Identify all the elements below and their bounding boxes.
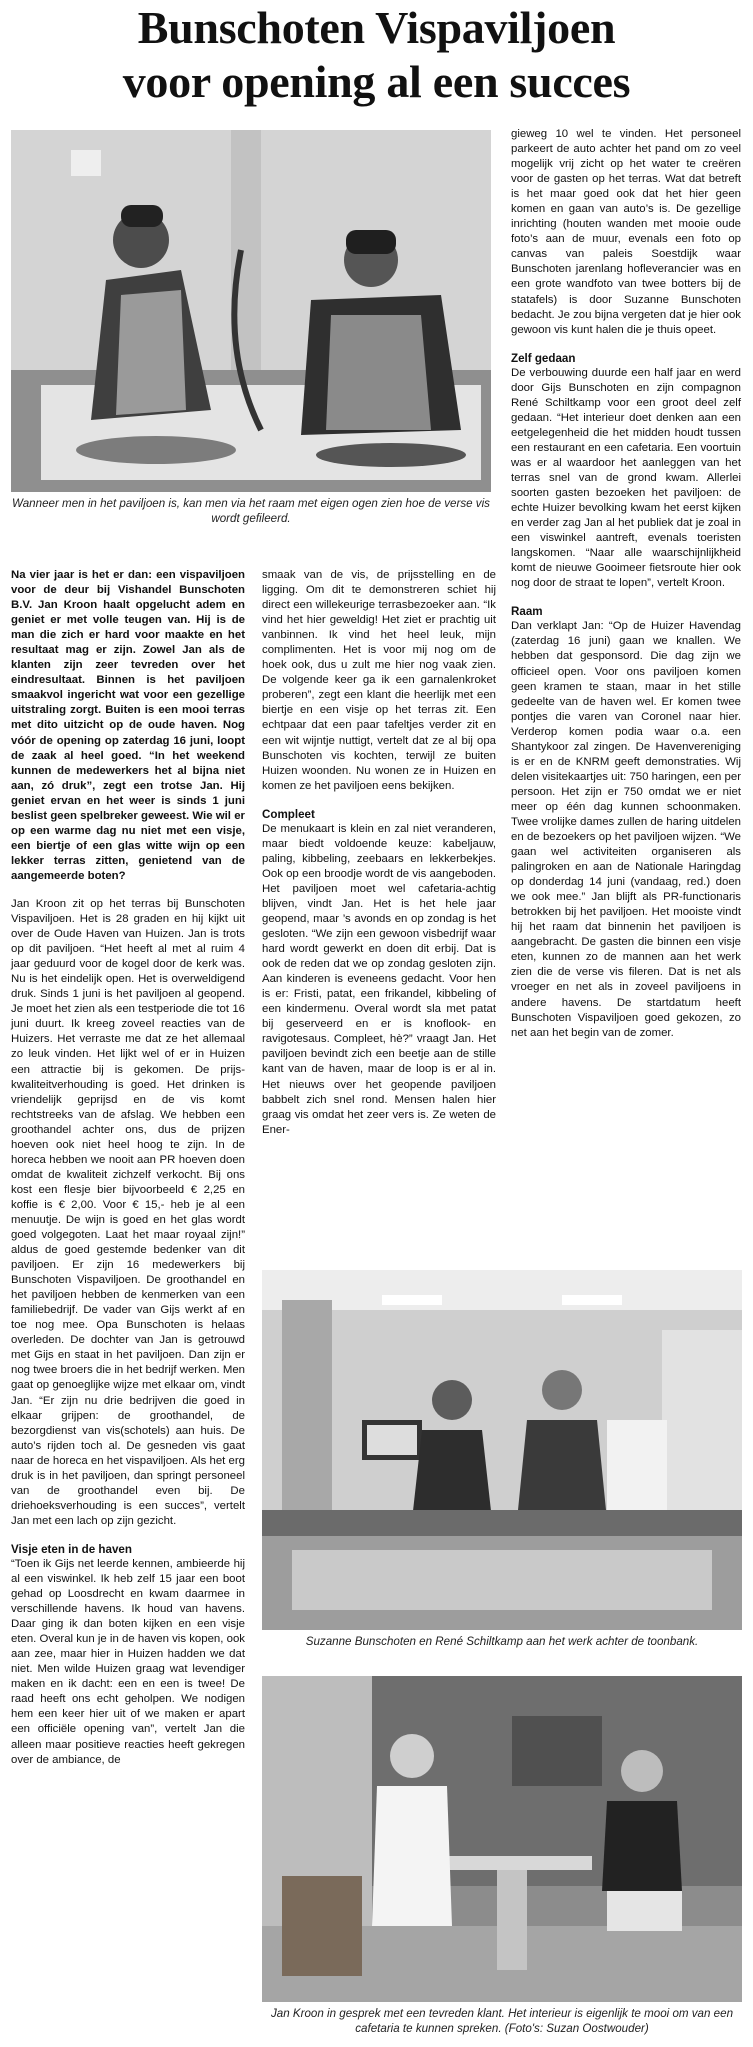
caption-bottom-photo: Jan Kroon in gesprek met een tevreden klant. Het interieur is eigenlijk te mooi om van een cafetaria te kunnen spreken. (Foto's: Suzan Oostwouder) <box>270 2007 734 2035</box>
headline-line-2: voor opening al een succes <box>122 56 631 107</box>
subheading-visje-eten: Visje eten in de haven <box>11 1542 132 1556</box>
col3-paragraph-3: Dan verklapt Jan: “Op de Huizer Havendag (zaterdag 16 juni) gaan we knallen. We hebben dat gesponsord. Die dag zijn we officieel open. Voor ons paviljoen komen geen kramen te staan, maar in het stille gedeelte van de haven wel. Er komen twee pontjes die varen van Coronel naar hier. Verderop komen podia waar o.a. een Shantykoor zal zingen. De Havenvereniging is er en de KNRM geeft demonstraties. Wij delen visitekaartjes uit: 750 haringen, een per persoon. Het zijn er 750 omdat we er niet meer op één dag kunnen schoonmaken. Twee vrolijke dames zullen de haring uitdelen en de bezoekers op het paviljoen wijzen. “We gaan wel activiteiten organiseren als palingroken en aan de Nationale Haringdag op donderdag 14 juni (vandaag, red.) doen we ook mee.” Jan blijft als PR-functionaris betrokken bij het paviljoen. Het mooiste vindt hij het raam dat binnenin het paviljoen is aangebracht. De gasten die binnen een visje eten, kunnen zo de mannen aan het werk zien die de verse vis fileren. Dat is net als vroeger en net als in zoveel paviljoens in andere havens. De startdatum heeft Bunschoten Vispaviljoen goed gekozen, zo net aan het begin van de zomer. <box>511 620 741 1039</box>
photo-staff-counter <box>262 1270 742 1630</box>
caption-middle-photo: Suzanne Bunschoten en René Schiltkamp aan het werk achter de toonbank. <box>305 1635 699 1648</box>
subheading-compleet: Compleet <box>262 807 315 821</box>
column-3 <box>511 127 741 1054</box>
column-1 <box>11 568 245 1781</box>
column-2 <box>262 568 496 1151</box>
col2-paragraph-2: De menukaart is klein en zal niet veranderen, maar biedt voldoende keuze: kabeljauw, paling, kibbeling, zeebaars en lekkerbekjes. Ook op een broodje wordt de vis aangeboden. Het paviljoen moet wel cafetaria-achtig blijven, vindt Jan. Het is het hele jaar geopend, maar ’s avonds en op zondag is het gesloten. “We zijn een gewoon visbedrijf waar hard wordt gewerkt en doen dit erbij. Dat is ook de reden dat we op zondag gesloten zijn. Aan kinderen is eveneens gedacht. Voor hen is er: Fristi, patat, een frikandel, kibbeling of een kindermenu. Overal wordt sla met patat bij geserveerd en er is knoflook- en ravigotesaus. Compleet, hè?” vraagt Jan. Het paviljoen bevindt zich een beetje aan de stille kant van de haven, maar de loop is er al in. Het nieuws over het geopende paviljoen babbelt zich snel rond. Mensen halen hier graag vis omdat het zeer vers is. Ze weten de Ener- <box>262 822 496 1136</box>
photo-customer-conversation <box>262 1676 742 2002</box>
subheading-raam: Raam <box>511 605 543 619</box>
subheading-zelf-gedaan: Zelf gedaan <box>511 351 576 365</box>
headline-line-1: Bunschoten Vispaviljoen <box>137 2 616 53</box>
col2-paragraph-1: smaak van de vis, de prijsstelling en de ligging. Om dit te demonstreren schiet hij direct een willekeurige terrasbezoeker aan. “Ik vind het hier geweldig! Het ziet er prachtig uit vanbinnen. Ik vind het heel leuk, mijn complimenten. Het is voor mij nog om de hoek ook, dus u zult me hier nog vaak zien. De volgende keer ga ik een garnalenkroket proberen”, zegt een klant die heerlijk met een biertje en een visje op het terras zit. Een echtpaar dat een paar tafeltjes verder zit en een wit wijntje nuttigt, vertelt dat ze al bij opa Bunschoten vis kochten, terwijl ze buiten Huizen woonden. Nu wonen ze in Huizen en komen ze het paviljoen eens bekijken. <box>262 569 496 792</box>
photo-fish-filleting <box>11 130 491 492</box>
col3-paragraph-1: gieweg 10 wel te vinden. Het personeel parkeert de auto achter het pand om zo veel mogelijk vrij zicht op het water te creëren voor de gasten op het terras. Wat dat betreft is het maar goed ook dat het hier geen komen en gaan van auto’s is. De gezellige inrichting (houten wanden met mooie oude foto’s aan de muur, evenals een foto op canvas van paleis Soestdijk waar Bunschoten jarenlang hofleverancier was en een grote wandfoto van twee botters bij de statafels) is door Suzanne Bunschoten bedacht. Je zou bijna vergeten dat je hier ook gewoon vis kunt halen die je thuis opeet. <box>511 128 741 336</box>
article-lead: Na vier jaar is het er dan: een vispaviljoen voor de deur bij Vishandel Bunschoten B.V. Jan Kroon haalt opgelucht adem en geniet er met volle teugen van. Hij is de man die zich er hard voor maakte en het resultaat mag er zijn. Zowel Jan als de klanten zijn zeer tevreden over het eindresultaat. Binnen is het paviljoen smaakvol ingericht wat voor een gezellige uitstraling zorgt. Buiten is een mooi terras met dito uitzicht op de oude haven. Nog vóór de opening op zaterdag 16 juni, loopt de zaak al heel goed. “In het weekend kunnen de medewerkers het al bijna niet aan, zó druk”, zegt een trotse Jan. Hij geniet ervan en het weer is sinds 1 juni beslist geen spelbreker geweest. Wie wil er op een warme dag nu niet met een visje, een biertje of een glas witte wijn op een lekker terras zitten, genietend van de aangemeerde boten? <box>11 569 245 882</box>
col1-paragraph-2: “Toen ik Gijs net leerde kennen, ambieerde hij al een viswinkel. Ik heb zelf 15 jaar een boot gehad op Loosdrecht en kwam daarmee in verschillende havens. Ik houd van havens. Daar ging ik dan boten kijken en een visje eten. Overal kun je in de haven vis kopen, ook aan zee, maar hier in Huizen hadden we dat niet. Men wilde Huizen graag wat levendiger maken en ik dacht: een en een is twee! De raad heeft ons echt geholpen. We nodigen hem een keer hier uit of we maken er apart een officiële opening van”, vertelt Jan die alleen maar positieve reacties heeft gekregen over de ambiance, de <box>11 1557 245 1766</box>
caption-top-photo: Wanneer men in het paviljoen is, kan men via het raam met eigen ogen zien hoe de verse vis wordt gefileerd. <box>12 497 490 525</box>
col3-paragraph-2: De verbouwing duurde een half jaar en werd door Gijs Bunschoten en zijn compagnon René Schiltkamp voor een groot deel zelf gedaan. “Het interieur doet denken aan een eetgelegenheid die het midden houdt tussen een restaurant en een cafetaria. Een voortuin was er al waardoor het aanleggen van het terras snel van de grond kwam. Allerlei soorten gasten bezoeken het paviljoen: de echte Huizer bevolking kwam het eerst kijken en verder zag Jan al het publiek dat je zoal in een viswinkel aantreft, evenals toeristen langskomen. “Naar alle waarschijnlijkheid komt de nieuwe Gooimeer fietsroute hier ook nog door de straat te lopen”, vertelt Kroon. <box>511 366 741 590</box>
col1-paragraph-1: Jan Kroon zit op het terras bij Bunschoten Vispaviljoen. Het is 28 graden en hij kijkt uit over de Oude Haven van Huizen. Jan is trots op dit paviljoen. “Het heeft al met al ruim 4 jaar geduurd voor de kogel door de kerk was. Nu is het eindelijk open. Het is overweldigend druk. Sinds 1 juni is het paviljoen al geopend. Je moet het zien als een testperiode die tot 16 juni duurt. Ik kreeg zoveel reacties van de Huizers. Het verraste me dat ze het allemaal zo leuk vinden. Het lijkt wel of er in Huizen een attractie bij is gekomen. De prijs-kwaliteitverhouding is goed. Het drinken is vriendelijk geprijsd en de vis komt rechtstreeks van de afslag. We hebben een groothandel achter ons, dus de prijzen hoeven ook niet heel hoog te zijn. In de horeca hebben we nooit aan PR hoeven doen omdat de kwaliteit zichzelf verkocht. Bij ons kost een flesje bier bijvoorbeeld € 2,25 en koffie is € 2,00. Voor € 15,- heb je al een menuutje. De wijn is goed en het glas wordt goed volgegoten. Laat het maar royaal zijn!” aldus de goed gestemde bedenker van dit paviljoen. Er zijn 16 medewerkers bij Bunschoten Vispaviljoen. De groothandel en het paviljoen hebben de kenmerken van een familiebedrijf. De vader van Gijs werkt af en toe nog mee. Opa Bunschoten is helaas overleden. De dochter van Jan is getrouwd met Gijs en staat in het paviljoen. Dan zijn er nog twee broers die in het bedrijf werken. Men gaat op genoeglijke wijze met elkaar om, vindt Jan. “Er zijn nu drie bedrijven die goed in elkaar grijpen: de groothandel, de bezorgdienst van vis(schotels) aan huis. De auto’s rijden toch al. De gesneden vis gaat naar de horeca en het vispaviljoen. Als het erg druk is in het paviljoen, dan springt personeel van de groothandel even bij. De driehoeksverhouding is een succes”, vertelt Jan met een lach op zijn gezicht. <box>11 897 245 1527</box>
